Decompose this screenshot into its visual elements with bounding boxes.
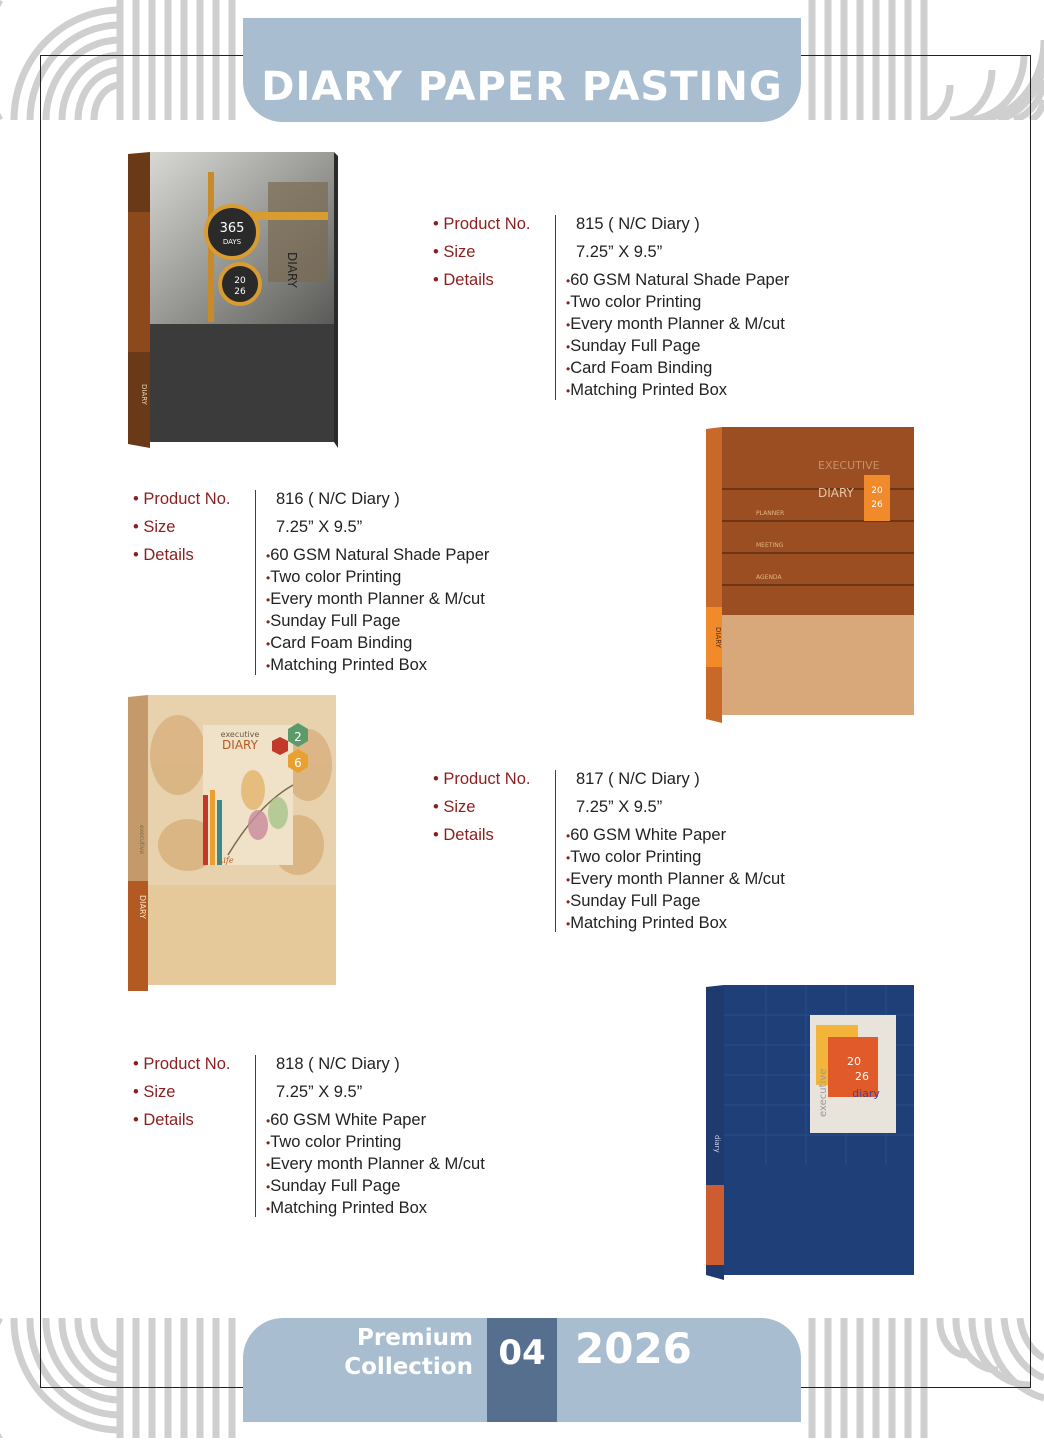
detail-item: • Matching Printed Box — [266, 656, 489, 678]
detail-item: • Every month Planner & M/cut — [566, 315, 789, 337]
detail-item: • Matching Printed Box — [566, 914, 785, 936]
product-no-label: • Product No. — [433, 215, 531, 233]
detail-item: • Every month Planner & M/cut — [566, 870, 785, 892]
svg-text:DIARY: DIARY — [138, 895, 147, 919]
size-label: • Size — [133, 1083, 176, 1101]
product-no-value: 818 ( N/C Diary ) — [276, 1055, 400, 1073]
svg-text:20: 20 — [234, 276, 246, 286]
svg-text:Life: Life — [218, 856, 234, 865]
details-list — [566, 271, 789, 403]
diary-cover-818 — [706, 985, 916, 1280]
svg-text:DIARY: DIARY — [140, 384, 148, 405]
diary-cover-816 — [706, 427, 916, 723]
details-label: • Details — [133, 1111, 194, 1129]
detail-item: • Matching Printed Box — [566, 381, 789, 403]
detail-item: • Card Foam Binding — [266, 634, 489, 656]
svg-text:26: 26 — [871, 500, 883, 510]
svg-text:2: 2 — [294, 730, 302, 744]
svg-text:365: 365 — [219, 221, 245, 236]
detail-item: • Sunday Full Page — [266, 612, 489, 634]
detail-item: • 60 GSM White Paper — [266, 1111, 485, 1133]
svg-text:diary: diary — [713, 1135, 721, 1153]
detail-item: • Sunday Full Page — [266, 1177, 485, 1199]
details-list — [566, 826, 785, 936]
svg-text:6: 6 — [294, 756, 302, 770]
size-value: 7.25” X 9.5” — [576, 798, 663, 816]
detail-item: • Every month Planner & M/cut — [266, 1155, 485, 1177]
product-816-spec — [133, 490, 553, 678]
header-banner — [243, 18, 801, 122]
size-value: 7.25” X 9.5” — [576, 243, 663, 261]
svg-text:26: 26 — [855, 1070, 869, 1083]
collection-line-1: Premium — [357, 1325, 473, 1351]
product-815-spec — [433, 215, 853, 403]
product-818-spec — [133, 1055, 553, 1221]
detail-item: • 60 GSM Natural Shade Paper — [566, 271, 789, 293]
details-list — [266, 546, 489, 678]
detail-item: • Card Foam Binding — [566, 359, 789, 381]
details-list — [266, 1111, 485, 1221]
detail-item: • Two color Printing — [266, 568, 489, 590]
svg-text:executive: executive — [138, 825, 145, 855]
diary-cover-817 — [128, 695, 338, 991]
svg-text:DIARY: DIARY — [714, 627, 722, 648]
spec-divider — [555, 215, 556, 400]
page-title: DIARY PAPER PASTING — [261, 64, 783, 110]
svg-text:MEETING: MEETING — [756, 542, 784, 549]
detail-item: • Every month Planner & M/cut — [266, 590, 489, 612]
details-label: • Details — [433, 271, 494, 289]
product-no-value: 815 ( N/C Diary ) — [576, 215, 700, 233]
spec-divider — [555, 770, 556, 932]
svg-text:AGENDA: AGENDA — [756, 574, 782, 581]
details-label: • Details — [433, 826, 494, 844]
svg-text:PLANNER: PLANNER — [756, 510, 785, 517]
product-no-label: • Product No. — [133, 1055, 231, 1073]
page-number: 04 — [487, 1318, 557, 1422]
svg-text:20: 20 — [847, 1055, 861, 1068]
detail-item: • Two color Printing — [566, 293, 789, 315]
svg-text:DIARY: DIARY — [222, 738, 258, 752]
spec-divider — [255, 490, 256, 675]
collection-line-2: Collection — [344, 1354, 473, 1380]
spec-divider — [255, 1055, 256, 1217]
detail-item: • 60 GSM Natural Shade Paper — [266, 546, 489, 568]
svg-text:DIARY: DIARY — [285, 252, 299, 288]
product-no-label: • Product No. — [133, 490, 231, 508]
product-no-value: 817 ( N/C Diary ) — [576, 770, 700, 788]
size-value: 7.25” X 9.5” — [276, 518, 363, 536]
detail-item: • Sunday Full Page — [566, 892, 785, 914]
detail-item: • Two color Printing — [266, 1133, 485, 1155]
size-label: • Size — [433, 798, 476, 816]
size-value: 7.25” X 9.5” — [276, 1083, 363, 1101]
product-no-label: • Product No. — [433, 770, 531, 788]
svg-text:diary: diary — [852, 1087, 880, 1100]
svg-text:executive: executive — [220, 730, 260, 739]
product-no-value: 816 ( N/C Diary ) — [276, 490, 400, 508]
svg-text:DAYS: DAYS — [222, 238, 242, 246]
collection-label — [243, 1324, 473, 1382]
svg-text:executive: executive — [818, 1068, 829, 1117]
diary-cover-815 — [128, 152, 338, 448]
svg-text:26: 26 — [234, 287, 246, 297]
product-817-spec — [433, 770, 853, 936]
size-label: • Size — [133, 518, 176, 536]
details-label: • Details — [133, 546, 194, 564]
detail-item: • Sunday Full Page — [566, 337, 789, 359]
svg-text:20: 20 — [871, 486, 883, 496]
collection-year: 2026 — [575, 1324, 692, 1373]
size-label: • Size — [433, 243, 476, 261]
detail-item: • Two color Printing — [566, 848, 785, 870]
svg-text:DIARY: DIARY — [818, 486, 854, 500]
svg-text:EXECUTIVE: EXECUTIVE — [818, 459, 880, 472]
detail-item: • 60 GSM White Paper — [566, 826, 785, 848]
detail-item: • Matching Printed Box — [266, 1199, 485, 1221]
